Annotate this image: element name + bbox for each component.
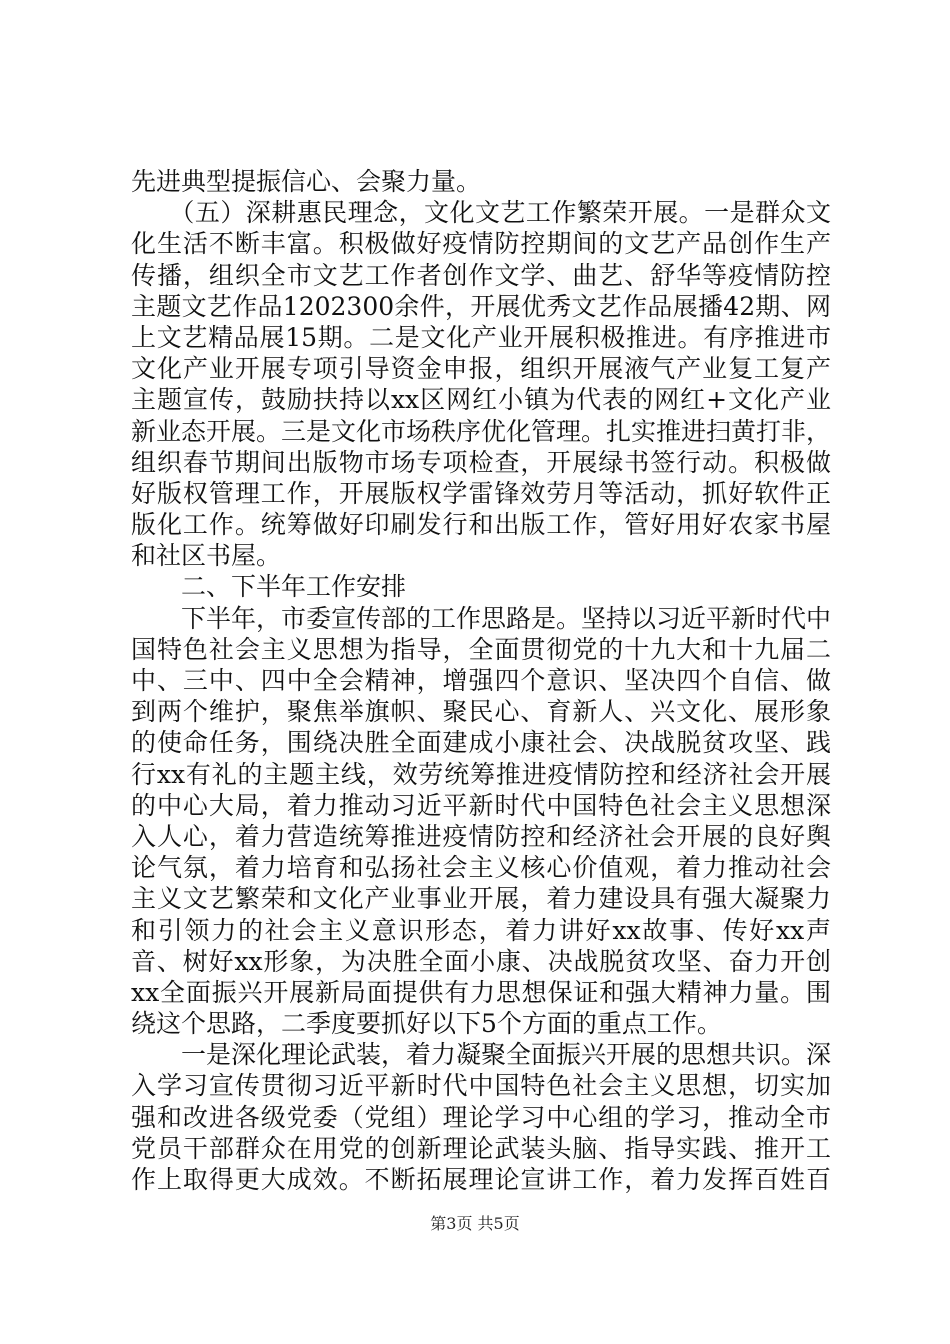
text-line: 党员干部群众在用党的创新理论武装头脑、指导实践、推开工 xyxy=(131,1133,831,1163)
text-line: 音、树好xx形象，为决胜全面小康、决战脱贫攻坚、奋力开创 xyxy=(131,946,831,976)
text-line: 上文艺精品展15期。二是文化产业开展积极推进。有序推进市 xyxy=(131,322,831,352)
text-line: 新业态开展。三是文化市场秩序优化管理。扎实推进扫黄打非， xyxy=(131,416,831,446)
text-line: xx全面振兴开展新局面提供有力思想保证和强大精神力量。围 xyxy=(131,977,831,1007)
text-line: 下半年，市委宣传部的工作思路是。坚持以习近平新时代中 xyxy=(131,603,831,633)
text-line: 中、三中、四中全会精神，增强四个意识、坚决四个自信、做 xyxy=(131,666,831,695)
text-line: 主义文艺繁荣和文化产业事业开展，着力建设具有强大凝聚力 xyxy=(131,884,831,914)
text-line: 强和改进各级党委（党组）理论学习中心组的学习，推动全市 xyxy=(131,1102,831,1132)
text-line: 作上取得更大成效。不断拓展理论宣讲工作，着力发挥百姓百 xyxy=(131,1165,831,1194)
text-line: 一是深化理论武装，着力凝聚全面振兴开展的思想共识。深 xyxy=(131,1040,831,1070)
document-body xyxy=(131,166,831,1195)
text-line: 好版权管理工作，开展版权学雷锋效劳月等活动，抓好软件正 xyxy=(131,478,831,508)
text-line: 二、下半年工作安排 xyxy=(131,572,407,602)
text-line: （五）深耕惠民理念，文化文艺工作繁荣开展。一是群众文 xyxy=(131,198,831,228)
text-line: 到两个维护，聚焦举旗帜、聚民心、育新人、兴文化、展形象 xyxy=(131,697,831,727)
text-line: 主题文艺作品1202300余件，开展优秀文艺作品展播42期、网 xyxy=(131,291,831,321)
text-line: 化生活不断丰富。积极做好疫情防控期间的文艺产品创作生产 xyxy=(131,229,831,259)
text-line: 国特色社会主义思想为指导，全面贯彻党的十九大和十九届二 xyxy=(131,634,831,664)
text-line: 绕这个思路，二季度要抓好以下5个方面的重点工作。 xyxy=(131,1009,722,1039)
text-line: 的使命任务，围绕决胜全面建成小康社会、决战脱贫攻坚、践 xyxy=(131,728,831,758)
text-line: 入人心，着力营造统筹推进疫情防控和经济社会开展的良好舆 xyxy=(131,821,831,851)
text-line: 组织春节期间出版物市场专项检查，开展绿书签行动。积极做 xyxy=(131,447,831,477)
text-line: 论气氛，着力培育和弘扬社会主义核心价值观，着力推动社会 xyxy=(131,853,831,883)
text-line: 文化产业开展专项引导资金申报，组织开展液气产业复工复产 xyxy=(131,354,831,384)
text-line: 传播，组织全市文艺工作者创作文学、曲艺、舒华等疫情防控 xyxy=(131,260,831,290)
page-footer: 第3页 共5页 xyxy=(430,1214,520,1233)
text-line: 的中心大局，着力推动习近平新时代中国特色社会主义思想深 xyxy=(131,790,831,820)
text-line: 入学习宣传贯彻习近平新时代中国特色社会主义思想，切实加 xyxy=(131,1071,831,1101)
text-line: 和社区书屋。 xyxy=(131,541,282,571)
text-line: 先进典型提振信心、会聚力量。 xyxy=(131,167,482,196)
text-line: 版化工作。统筹做好印刷发行和出版工作，管好用好农家书屋 xyxy=(131,510,831,540)
text-line: 和引领力的社会主义意识形态，着力讲好xx故事、传好xx声 xyxy=(131,915,831,945)
text-line: 行xx有礼的主题主线，效劳统筹推进疫情防控和经济社会开展 xyxy=(131,759,831,789)
text-line: 主题宣传，鼓励扶持以xx区网红小镇为代表的网红+文化产业 xyxy=(131,385,831,415)
